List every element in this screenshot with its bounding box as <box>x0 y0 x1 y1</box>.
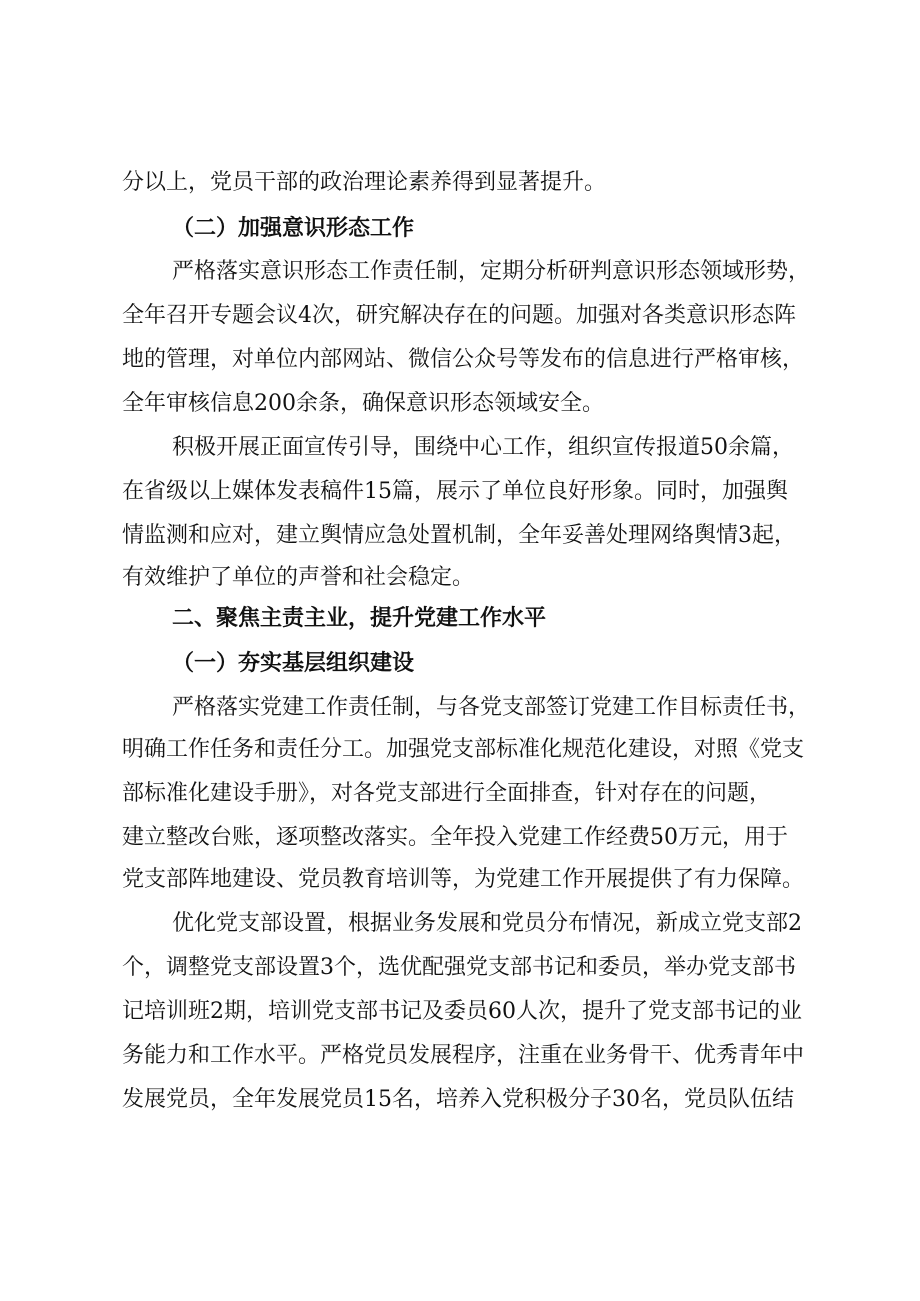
line-text: 记培训班2期，培训党支部书记及委员60人次，提升了党支部书记的业 <box>122 999 802 1024</box>
line-text: 全年审核信息200余条，确保意识形态领域安全。 <box>122 391 604 416</box>
paragraph-line <box>0 688 920 728</box>
line-text: 部标准化建设手册》，对各党支部进行全面排查，针对存在的问题， <box>122 781 772 806</box>
line-text: 有效维护了单位的声誉和社会稳定。 <box>122 565 475 590</box>
paragraph-line <box>0 163 920 203</box>
paragraph-line <box>0 948 920 988</box>
paragraph-line <box>0 516 920 556</box>
paragraph-line <box>0 860 920 900</box>
paragraph-line <box>0 428 920 468</box>
paragraph-line <box>0 1036 920 1076</box>
paragraph-line <box>0 730 920 770</box>
section-heading <box>0 644 920 684</box>
line-text: 在省级以上媒体发表稿件15篇，展示了单位良好形象。同时，加强舆 <box>122 479 788 504</box>
section-heading <box>0 209 920 249</box>
line-text: 分以上，党员干部的政治理论素养得到显著提升。 <box>122 170 607 195</box>
paragraph-line <box>0 296 920 336</box>
line-text: 个，调整党支部设置3个，选优配强党支部书记和委员，举办党支部书 <box>122 955 796 980</box>
paragraph-line <box>0 1080 920 1120</box>
paragraph-line <box>0 340 920 380</box>
paragraph-line <box>0 818 920 858</box>
line-text: 严格落实党建工作责任制，与各党支部签订党建工作目标责任书， <box>172 695 811 720</box>
line-text: 明确工作任务和责任分工。加强党支部标准化规范化建设，对照《党支 <box>122 737 805 762</box>
line-text: （一）夯实基层组织建设 <box>172 651 415 676</box>
paragraph-line <box>0 992 920 1032</box>
line-text: 严格落实意识形态工作责任制，定期分析研判意识形态领域形势， <box>172 259 811 284</box>
line-text: 地的管理，对单位内部网站、微信公众号等发布的信息进行严格审核， <box>122 347 805 372</box>
paragraph-line <box>0 384 920 424</box>
paragraph-line <box>0 472 920 512</box>
line-text: 党支部阵地建设、党员教育培训等，为党建工作开展提供了有力保障。 <box>122 867 805 892</box>
paragraph-line <box>0 904 920 944</box>
paragraph-line <box>0 558 920 598</box>
line-text: 发展党员，全年发展党员15名，培养入党积极分子30名，党员队伍结 <box>122 1087 794 1112</box>
line-text: 二、聚焦主责主业，提升党建工作水平 <box>172 606 547 631</box>
line-text: （二）加强意识形态工作 <box>172 216 415 241</box>
line-text: 全年召开专题会议4次，研究解决存在的问题。加强对各类意识形态阵 <box>122 303 796 328</box>
chapter-heading <box>0 599 920 639</box>
line-text: 积极开展正面宣传引导，围绕中心工作，组织宣传报道50余篇， <box>172 435 794 460</box>
line-text: 优化党支部设置，根据业务发展和党员分布情况，新成立党支部2 <box>172 911 802 936</box>
line-text: 情监测和应对，建立舆情应急处置机制，全年妥善处理网络舆情3起， <box>122 523 796 548</box>
line-text: 建立整改台账，逐项整改落实。全年投入党建工作经费50万元，用于 <box>122 825 788 850</box>
line-text: 务能力和工作水平。严格党员发展程序，注重在业务骨干、优秀青年中 <box>122 1043 805 1068</box>
paragraph-line <box>0 774 920 814</box>
paragraph-line <box>0 252 920 292</box>
